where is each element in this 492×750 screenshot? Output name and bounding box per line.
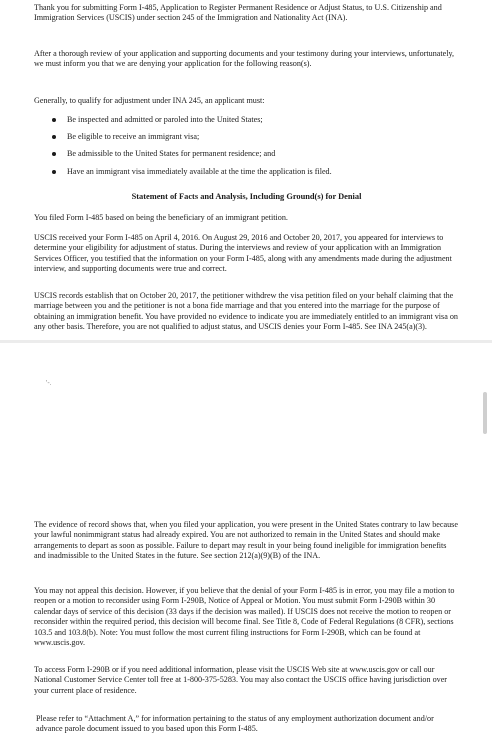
scrollbar-thumb[interactable] xyxy=(483,392,487,434)
appeal-paragraph: You may not appeal this decision. However, if you believe that the denial of your Form I-485 is in error, you may file a motion to reopen or a motion to reconsider using Form I-290B, Notice of Appeal or Motion. You must submit Form I-290B within 30 calendar days of service of this decision (33 days if the decision was mailed). If USCIS does not receive the motion to reopen or reconsider within the required period, this decision will become final. See Title 8, Code of Federal Regulations (8 CFR), sections 103.5 and 103.8(b). Note: You must follow the most current filing instructions for Form I-290B, which can be found at www.uscis.gov. xyxy=(34,586,455,648)
bullet-icon xyxy=(52,135,56,139)
list-item: Have an immigrant visa immediately available at the time the application is filed. xyxy=(34,167,459,184)
document-page-2 xyxy=(0,343,492,750)
evidence-paragraph: The evidence of record shows that, when you filed your application, you were present in the United States contrary to law because your lawful nonimmigrant status had already expired. You are not authorized to remain in the United States and should make arrangements to depart as soon as possible. Failure to depart may result in your being found ineligible for immigration benefits and inadmissible to the United States in the future. See section 212(a)(9)(B) of the INA. xyxy=(34,520,458,561)
list-item: Be admissible to the United States for permanent residence; and xyxy=(34,149,459,166)
qualification-intro: Generally, to qualify for adjustment under INA 245, an applicant must: xyxy=(34,96,265,105)
intro-paragraph: Thank you for submitting Form I-485, Application to Register Permanent Residence or Adjust Status, to U.S. Citizenship and Immigration Services (USCIS) under section 245 of the Immigration and Nationality Act (INA). xyxy=(34,3,442,23)
bullet-icon xyxy=(52,118,56,122)
review-paragraph: After a thorough review of your application and supporting documents and your testimony during your interviews, unfortunately, we must inform you that we are denying your application for the following reason(s). xyxy=(34,49,455,69)
attachment-paragraph: Please refer to “Attachment A,” for information pertaining to the status of any employment authorization document and/or advance parole document issued to you based upon this Form I-485. xyxy=(36,714,434,734)
filed-paragraph: You filed Form I-485 based on being the beneficiary of an immigrant petition. xyxy=(34,213,288,222)
scan-mark: '-. xyxy=(46,380,52,387)
list-item: Be eligible to receive an immigrant visa; xyxy=(34,132,459,149)
records-paragraph: USCIS records establish that on October 20, 2017, the petitioner withdrew the visa petition filed on your behalf claiming that the marriage between you and the petitioner is not a bona fide marriage and that you entered into the marriage for the purpose of obtaining an immigration benefit. You have provided no evidence to indicate you are immediately entitled to an immigrant visa on any other basis. Therefore, you are not qualified to adjust status, and USCIS denies your Form I-485. See INA 245(a)(3). xyxy=(34,291,458,332)
bullet-icon xyxy=(52,152,56,156)
received-paragraph: USCIS received your Form I-485 on April 4, 2016. On August 29, 2016 and October 20, 2017, you appeared for interviews to determine your eligibility for adjustment of status. During the interviews and review of your application with an Immigration Services Officer, you testified that the information on your Form I-485, along with any amendments made during the adjustment interview, and supporting documents were true and correct. xyxy=(34,233,452,274)
document-page-1 xyxy=(0,0,492,340)
access-paragraph: To access Form I-290B or if you need additional information, please visit the USCIS Web site at www.uscis.gov or call our National Customer Service Center toll free at 1-800-375-5283. You may also contact the USCIS office having jurisdiction over your current place of residence. xyxy=(34,665,448,695)
requirements-list xyxy=(34,115,459,184)
section-heading: Statement of Facts and Analysis, Including Ground(s) for Denial xyxy=(131,192,362,201)
bullet-icon xyxy=(52,170,56,174)
list-item: Be inspected and admitted or paroled into the United States; xyxy=(34,115,459,132)
